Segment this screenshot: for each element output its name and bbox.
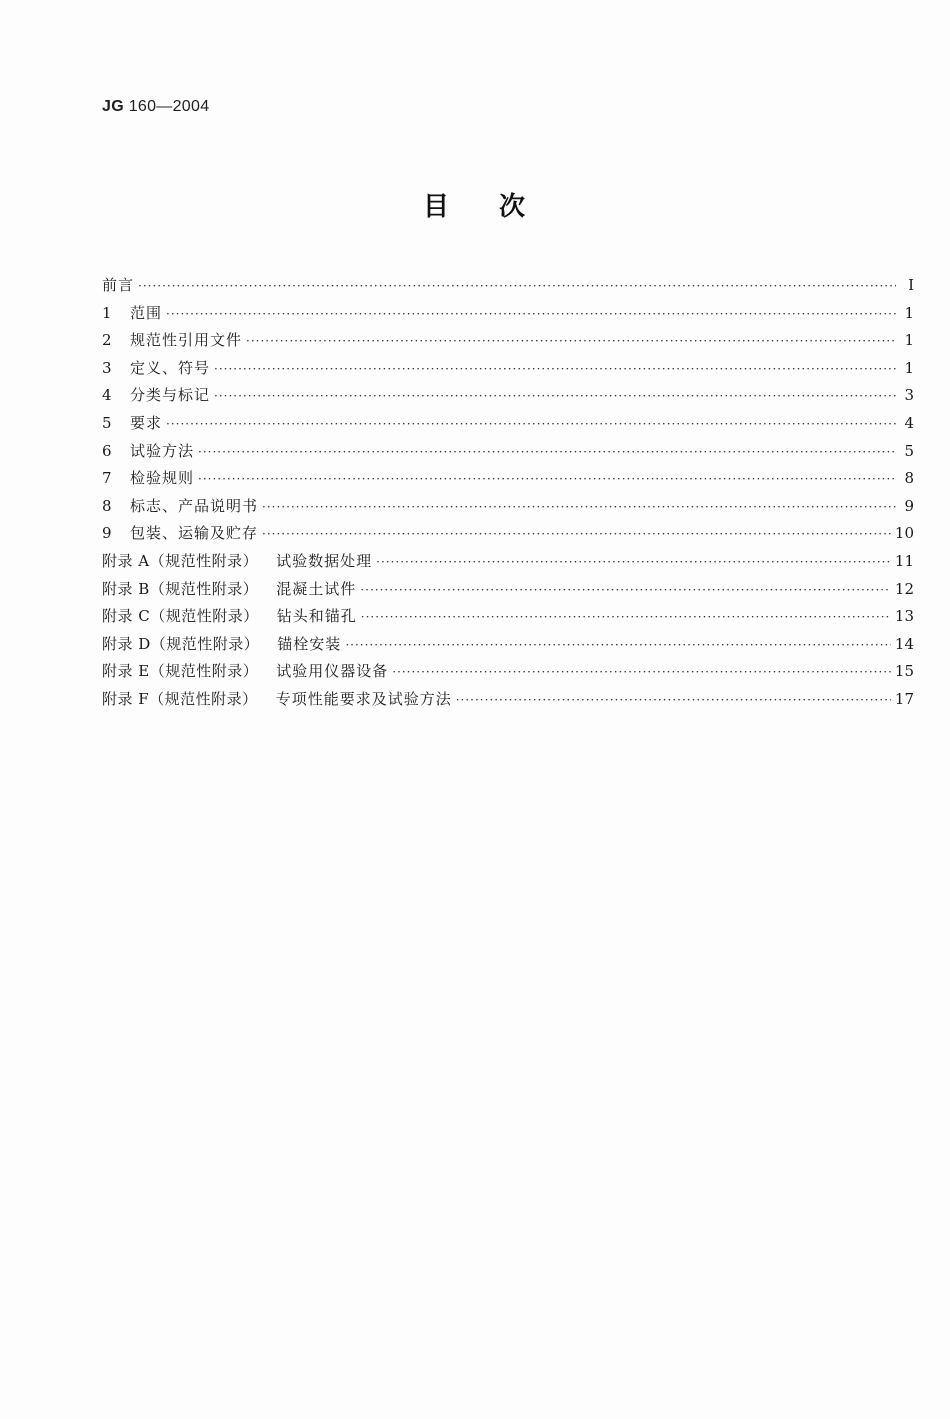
toc-entry-label: 试验用仪器设备	[276, 662, 389, 681]
standard-prefix: JG	[102, 98, 124, 115]
standard-number: 160—2004	[128, 98, 210, 115]
toc-dot-leader	[214, 383, 896, 411]
toc-entry-page: 17	[894, 689, 914, 708]
toc-entry-appendix: 附录 D（规范性附录）	[102, 634, 260, 653]
toc-entry-page: 9	[904, 496, 914, 515]
toc-entry[interactable]	[102, 520, 914, 548]
toc-dot-leader	[138, 273, 896, 301]
toc-entry-page: 10	[894, 524, 914, 543]
toc-entry[interactable]	[102, 493, 914, 521]
toc-entry-number: 8	[102, 496, 112, 515]
toc-entry-label: 混凝土试件	[276, 579, 357, 598]
toc-entry[interactable]	[102, 300, 914, 328]
toc-entry-page: 1	[904, 331, 914, 350]
toc-entry-number: 1	[102, 303, 112, 322]
toc-title	[0, 186, 950, 223]
toc-entry-page: 13	[894, 607, 914, 626]
toc-entry-page: 3	[904, 386, 914, 405]
toc-entry[interactable]	[102, 603, 914, 631]
toc-entry[interactable]	[102, 548, 914, 576]
toc-entry-page: 5	[904, 441, 914, 460]
toc-dot-leader	[392, 659, 891, 687]
toc-dot-leader	[166, 411, 896, 439]
toc-dot-leader	[361, 604, 891, 632]
toc-entry-label: 前言	[102, 276, 135, 294]
toc-entry[interactable]	[102, 355, 914, 383]
toc-entry-page: 11	[894, 551, 914, 570]
toc-entry[interactable]	[102, 382, 914, 410]
toc-dot-leader	[214, 356, 896, 384]
toc-title-char-1: 目	[422, 192, 451, 222]
toc-entry-number: 6	[102, 441, 112, 460]
toc-entry-appendix: 附录 B（规范性附录）	[102, 579, 259, 598]
table-of-contents	[102, 272, 914, 714]
toc-entry-label: 分类与标记	[130, 386, 211, 405]
toc-entry-label: 锚栓安装	[277, 634, 342, 653]
toc-dot-leader	[262, 521, 891, 549]
toc-entry-page: 4	[904, 413, 914, 432]
toc-entry[interactable]	[102, 438, 914, 466]
toc-dot-leader	[198, 466, 896, 494]
toc-entry[interactable]	[102, 327, 914, 355]
toc-entry-appendix: 附录 F（规范性附录）	[102, 689, 258, 708]
toc-entry[interactable]	[102, 686, 914, 714]
toc-entry-label: 规范性引用文件	[130, 331, 243, 350]
toc-dot-leader	[345, 632, 891, 660]
toc-entry-number: 4	[102, 386, 112, 405]
toc-entry-label: 钻头和锚孔	[276, 607, 357, 626]
toc-dot-leader	[456, 687, 891, 715]
toc-entry-label: 包装、运输及贮存	[130, 524, 259, 543]
toc-dot-leader	[246, 328, 896, 356]
toc-entry-label: 定义、符号	[130, 358, 211, 377]
toc-entry-label: 标志、产品说明书	[130, 496, 259, 515]
toc-entry-appendix: 附录 C（规范性附录）	[102, 607, 259, 626]
toc-entry-appendix: 附录 E（规范性附录）	[102, 662, 259, 681]
toc-entry[interactable]	[102, 410, 914, 438]
toc-entry-label: 范围	[130, 303, 163, 322]
toc-dot-leader	[166, 301, 896, 329]
toc-entry-page: 8	[904, 469, 914, 488]
toc-title-char-2: 次	[499, 192, 528, 222]
toc-entry-label: 专项性能要求及试验方法	[275, 689, 452, 708]
toc-entry-page: 1	[904, 303, 914, 322]
toc-dot-leader	[376, 549, 891, 577]
toc-entry-number: 2	[102, 331, 112, 350]
toc-entry-label: 要求	[130, 413, 163, 432]
toc-entry-label: 试验方法	[130, 441, 195, 460]
toc-entry-page: I	[908, 276, 914, 294]
toc-entry[interactable]	[102, 272, 914, 300]
toc-entry-page: 1	[904, 358, 914, 377]
toc-entry-number: 9	[102, 524, 112, 543]
toc-entry-page: 14	[894, 634, 914, 653]
toc-entry-number: 3	[102, 358, 112, 377]
toc-entry[interactable]	[102, 631, 914, 659]
toc-entry-label: 试验数据处理	[276, 551, 373, 570]
toc-entry-page: 12	[894, 579, 914, 598]
toc-entry-number: 5	[102, 413, 112, 432]
toc-entry[interactable]	[102, 658, 914, 686]
toc-dot-leader	[360, 577, 891, 605]
standard-code	[102, 98, 209, 116]
toc-dot-leader	[262, 494, 896, 522]
toc-entry-appendix: 附录 A（规范性附录）	[102, 551, 259, 570]
toc-entry[interactable]	[102, 465, 914, 493]
toc-entry-page: 15	[894, 662, 914, 681]
toc-entry[interactable]	[102, 576, 914, 604]
toc-entry-number: 7	[102, 469, 112, 488]
toc-dot-leader	[198, 439, 896, 467]
toc-entry-label: 检验规则	[130, 469, 195, 488]
